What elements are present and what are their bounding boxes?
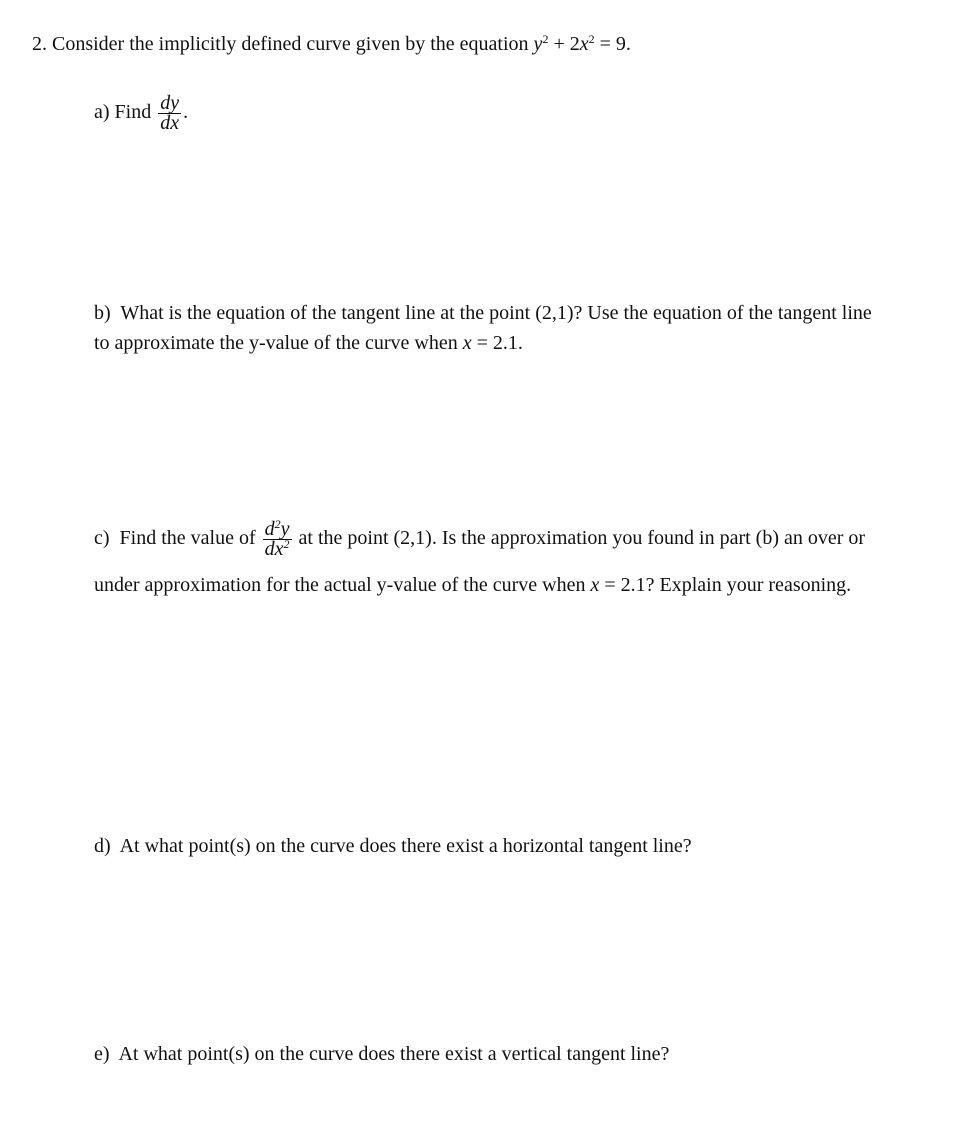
part-c-label: c) xyxy=(94,527,110,550)
part-d-label: d) xyxy=(94,835,111,857)
problem-number: 2. xyxy=(32,33,47,55)
point-2-1: (2,1) xyxy=(393,527,432,550)
part-c-question-line2: under approximation for the actual y-value of the curve when x = 2.1? Explain your reasoning. xyxy=(94,574,852,596)
part-a-question: a) Find $\frac{dy}{dx}$ . xyxy=(94,92,189,134)
part-b-question-line1: b) What is the equation of the tangent line at the point (2,1)? Use the equation of the tangent line xyxy=(94,302,872,324)
part-e-question: e) At what point(s) on the curve does there exist a vertical tangent line? xyxy=(94,1043,670,1065)
part-b-question-line2: to approximate the y-value of the curve when x = 2.1. xyxy=(94,332,523,354)
dy-dx-fraction: $\frac{dy}{dx}$ xyxy=(160,92,180,134)
point-2-1: (2,1) xyxy=(535,302,574,324)
problem-statement: 2. Consider the implicitly defined curve given by the equation $y^2 + 2x^2 = 9$. xyxy=(32,32,631,55)
curve-equation: $y^2 + 2x^2 = 9$ xyxy=(533,32,626,55)
part-e-label: e) xyxy=(94,1043,110,1065)
part-c-question-line1: c) Find the value of $\frac{d^2y}{dx^2}$ at the point (2,1). Is the approximation you found in part (b) an over or xyxy=(94,517,866,560)
part-a-label: a) Find xyxy=(94,101,152,124)
part-b-label: b) xyxy=(94,302,111,324)
second-derivative-fraction: $\frac{d^2y}{dx^2}$ xyxy=(264,517,290,560)
part-d-question: d) At what point(s) on the curve does there exist a horizontal tangent line? xyxy=(94,835,692,857)
problem-intro: Consider the implicitly defined curve given by the equation xyxy=(52,33,529,55)
